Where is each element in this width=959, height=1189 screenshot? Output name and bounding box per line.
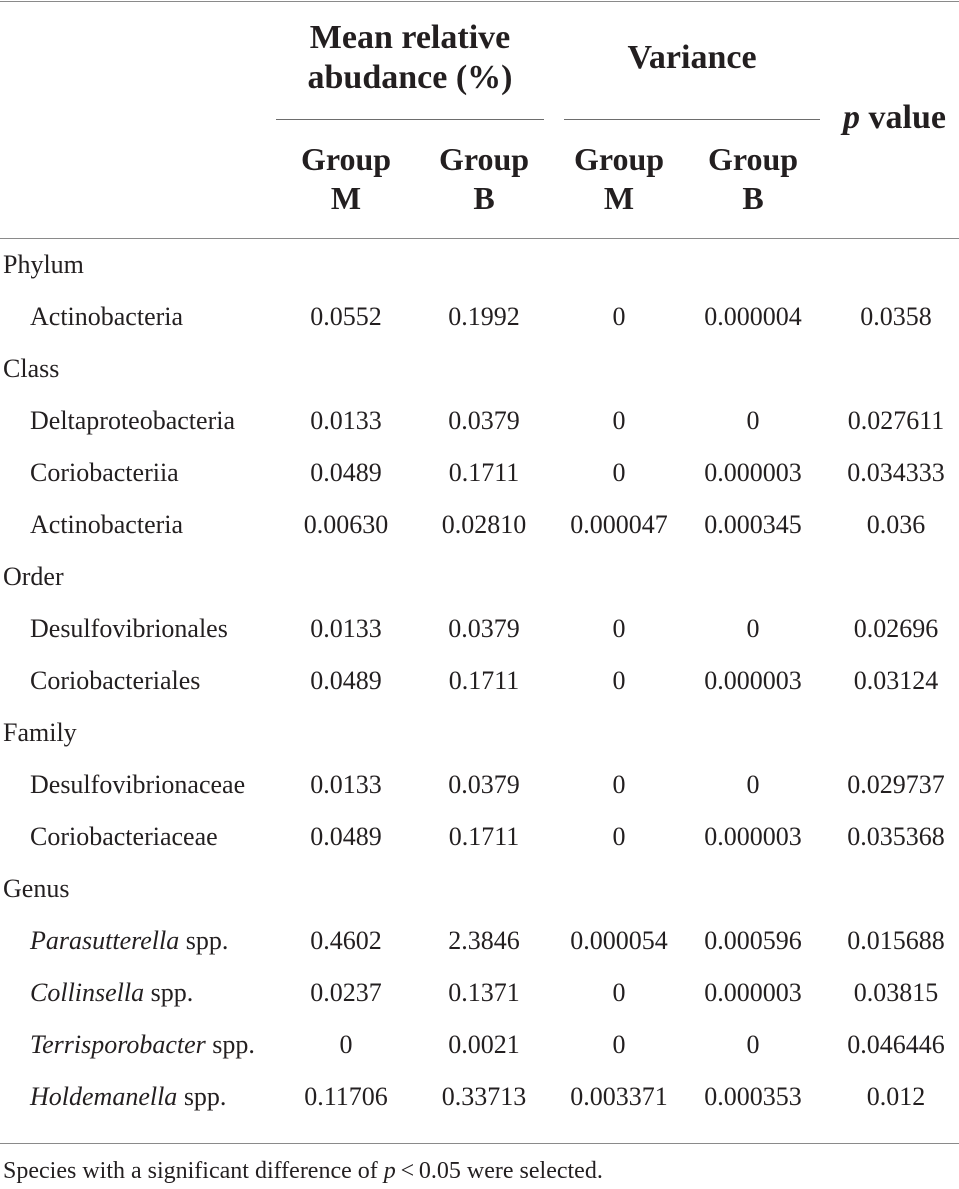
- mean-group-m: 0.0552: [310, 302, 382, 331]
- mean-group-m: 0.0133: [310, 406, 382, 435]
- mean-group-m: 0.0489: [310, 666, 382, 695]
- taxon-name: Coriobacteriales: [30, 666, 201, 695]
- table-row: [0, 967, 959, 1019]
- variance-group-m: 0.003371: [570, 1082, 668, 1111]
- variance-group-m: 0: [612, 406, 626, 435]
- category-label: Order: [3, 562, 64, 591]
- variance-group-m: 0.000054: [570, 926, 668, 955]
- species-suffix: spp.: [205, 1030, 255, 1059]
- mean-group-b: 0.1711: [448, 458, 520, 487]
- taxon-name: Actinobacteria: [30, 302, 184, 331]
- variance-group-m: 0: [612, 1030, 626, 1059]
- table-row: [0, 603, 959, 655]
- category-row: [0, 551, 959, 603]
- taxon-name: Desulfovibrionales: [30, 614, 228, 643]
- table-row: [0, 447, 959, 499]
- table-row: [0, 291, 959, 343]
- taxon-name: [30, 915, 228, 967]
- header-p-value: [830, 98, 959, 138]
- p-value: 0.03815: [853, 978, 939, 1007]
- variance-group-m: 0: [612, 458, 626, 487]
- header-variance: Variance: [627, 39, 757, 76]
- taxon-name: [30, 1019, 255, 1071]
- variance-group-b: 0: [746, 1030, 760, 1059]
- mean-group-b: 0.1992: [448, 302, 520, 331]
- taxon-name: Desulfovibrionaceae: [30, 770, 246, 799]
- taxon-name: [30, 967, 193, 1019]
- genus-name: Collinsella: [30, 978, 145, 1007]
- species-suffix: spp.: [177, 1082, 227, 1111]
- species-suffix: spp.: [179, 926, 229, 955]
- genus-name: Terrisporobacter: [30, 1030, 206, 1059]
- table-row: [0, 1019, 959, 1071]
- subheader-variance-group-m: [549, 140, 689, 218]
- subheader-label: Group: [438, 141, 530, 177]
- variance-group-b: 0.000596: [704, 926, 802, 955]
- table-row: [0, 499, 959, 551]
- variance-group-m: 0: [612, 666, 626, 695]
- category-row: [0, 707, 959, 759]
- mean-group-b: 0.02810: [441, 510, 527, 539]
- table-row: [0, 655, 959, 707]
- table-row: [0, 915, 959, 967]
- mean-group-m: 0: [339, 1030, 353, 1059]
- subheader-group: M: [330, 180, 362, 216]
- mean-group-m: 0.11706: [304, 1082, 388, 1111]
- mean-group-b: 0.0379: [448, 406, 520, 435]
- taxon-name: Deltaproteobacteria: [30, 406, 235, 435]
- category-row: [0, 239, 959, 291]
- taxon-name: Coriobacteriia: [30, 458, 179, 487]
- p-value: 0.029737: [847, 770, 945, 799]
- taxon-name: Coriobacteriaceae: [30, 822, 218, 851]
- variance-group-b: 0.000003: [704, 458, 802, 487]
- genus-name: Parasutterella: [30, 926, 180, 955]
- table-row: [0, 811, 959, 863]
- mean-group-m: 0.0489: [310, 822, 382, 851]
- mean-group-m: 0.4602: [310, 926, 382, 955]
- subheader-label: Group: [573, 141, 665, 177]
- p-value: 0.03124: [853, 666, 939, 695]
- category-label: Class: [3, 354, 60, 383]
- mean-group-b: 0.1711: [448, 666, 520, 695]
- variance-group-b: 0: [746, 406, 760, 435]
- p-value: 0.02696: [853, 614, 939, 643]
- mean-group-b: 2.3846: [448, 926, 520, 955]
- variance-group-m: 0: [612, 978, 626, 1007]
- category-row: [0, 863, 959, 915]
- mean-group-b: 0.0379: [448, 770, 520, 799]
- table-top-rule: [0, 1, 959, 2]
- footnote-p-italic: p: [383, 1158, 396, 1184]
- variance-group-m: 0: [612, 302, 626, 331]
- table-row: [0, 759, 959, 811]
- variance-group-b: 0.000003: [704, 822, 802, 851]
- mean-group-b: 0.1371: [448, 978, 520, 1007]
- subheader-group: B: [473, 180, 495, 216]
- variance-group-m: 0: [612, 822, 626, 851]
- category-label: Family: [3, 718, 77, 747]
- header-p-italic: p: [843, 99, 861, 136]
- p-value: 0.0358: [860, 302, 932, 331]
- mean-group-m: 0.0133: [310, 770, 382, 799]
- subheader-label: Group: [707, 141, 799, 177]
- taxon-name: [30, 1071, 226, 1123]
- variance-subheader-rule: [564, 119, 820, 120]
- mean-subheader-rule: [276, 119, 544, 120]
- variance-group-m: 0: [612, 614, 626, 643]
- header-mean-relative-abundance: [276, 18, 544, 98]
- mean-group-b: 0.33713: [441, 1082, 527, 1111]
- mean-group-b: 0.1711: [448, 822, 520, 851]
- subheader-label: Group: [300, 141, 392, 177]
- table-footnote: [3, 1155, 603, 1187]
- category-label: Phylum: [3, 250, 84, 279]
- genus-name: Holdemanella: [30, 1082, 178, 1111]
- subheader-mean-group-b: [414, 140, 554, 218]
- table-bottom-rule: [0, 1143, 959, 1144]
- subheader-group: B: [742, 180, 764, 216]
- p-value: 0.034333: [847, 458, 945, 487]
- p-value: 0.015688: [847, 926, 945, 955]
- variance-group-m: 0.000047: [570, 510, 668, 539]
- variance-group-b: 0.000353: [704, 1082, 802, 1111]
- header-mean-line2: abudance (%): [307, 59, 513, 96]
- species-suffix: spp.: [144, 978, 194, 1007]
- variance-group-b: 0: [746, 614, 760, 643]
- table-row: [0, 1071, 959, 1123]
- variance-group-b: 0.000345: [704, 510, 802, 539]
- p-value: 0.027611: [847, 406, 945, 435]
- variance-group-b: 0.000003: [704, 978, 802, 1007]
- category-label: Genus: [3, 874, 70, 903]
- p-value: 0.012: [866, 1082, 926, 1111]
- mean-group-m: 0.0489: [310, 458, 382, 487]
- subheader-group: M: [603, 180, 635, 216]
- p-value: 0.046446: [847, 1030, 945, 1059]
- variance-group-b: 0.000003: [704, 666, 802, 695]
- variance-group-m: 0: [612, 770, 626, 799]
- p-value: 0.036: [866, 510, 926, 539]
- header-mean-line1: Mean relative: [309, 19, 511, 56]
- table-row: [0, 395, 959, 447]
- p-value: 0.035368: [847, 822, 945, 851]
- subheader-mean-group-m: [276, 140, 416, 218]
- variance-group-b: 0.000004: [704, 302, 802, 331]
- subheader-variance-group-b: [683, 140, 823, 218]
- mean-group-b: 0.0379: [448, 614, 520, 643]
- mean-group-m: 0.0237: [310, 978, 382, 1007]
- mean-group-m: 0.0133: [310, 614, 382, 643]
- mean-group-b: 0.0021: [448, 1030, 520, 1059]
- taxon-name: Actinobacteria: [30, 510, 184, 539]
- footnote-after: < 0.05 were selected.: [395, 1158, 603, 1184]
- mean-group-m: 0.00630: [303, 510, 389, 539]
- footnote-before: Species with a significant difference of: [3, 1158, 384, 1184]
- category-row: [0, 343, 959, 395]
- variance-group-b: 0: [746, 770, 760, 799]
- header-p-rest: value: [860, 99, 946, 136]
